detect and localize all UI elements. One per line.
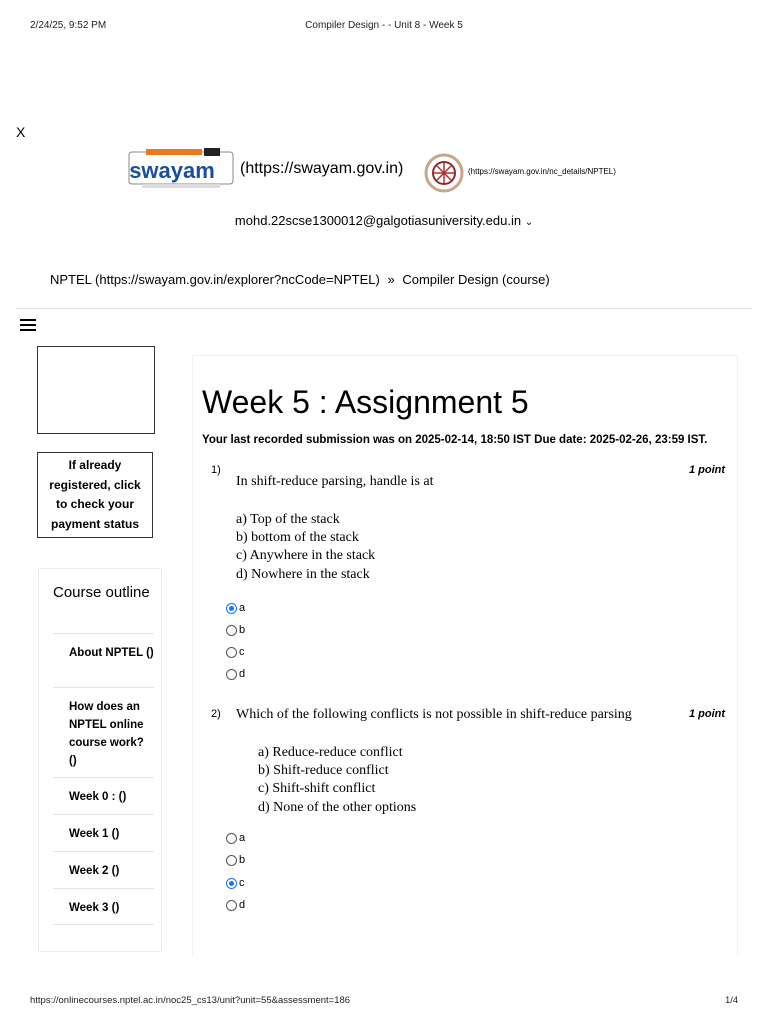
answer-option-a[interactable]: a (226, 601, 245, 615)
answer-option-b[interactable]: b (226, 853, 245, 867)
sidebar-image-placeholder (37, 346, 155, 434)
question-option-text: c) Anywhere in the stack (236, 548, 376, 563)
question-option-text: c) Shift-shift conflict (258, 781, 376, 796)
radio-icon[interactable] (226, 833, 237, 844)
radio-icon[interactable] (226, 625, 237, 636)
print-title: Compiler Design - - Unit 8 - Week 5 (305, 20, 463, 31)
print-date: 2/24/25, 9:52 PM (30, 20, 107, 31)
sidebar-item-week-2[interactable]: Week 2 () (53, 851, 154, 888)
submission-info: Your last recorded submission was on 2025-02-14, 18:50 IST Due date: 2025-02-26, 23:59 IST. (202, 434, 708, 446)
sidebar-item-week-1[interactable]: Week 1 () (53, 814, 154, 851)
breadcrumb-nptel-link[interactable]: NPTEL (https://swayam.gov.in/explorer?ncCode=NPTEL) (50, 272, 380, 287)
question-number: 1) (211, 464, 221, 476)
page-title: Week 5 : Assignment 5 (202, 384, 529, 420)
sidebar-item-week-0[interactable]: Week 0 : () (53, 777, 154, 814)
chevron-down-icon: ⌄ (524, 217, 534, 228)
swayam-link[interactable]: (https://swayam.gov.in) (240, 160, 404, 177)
breadcrumb (50, 272, 554, 287)
question-option-text: b) Shift-reduce conflict (258, 763, 389, 778)
question-option-text: d) Nowhere in the stack (236, 567, 370, 582)
question-points: 1 point (689, 708, 726, 720)
question-points: 1 point (689, 464, 726, 476)
radio-icon[interactable] (226, 647, 237, 658)
close-button[interactable]: X (16, 124, 26, 140)
radio-checked-icon[interactable] (226, 603, 237, 614)
user-email: mohd.22scse1300012@galgotiasuniversity.edu.in (234, 213, 522, 228)
swayam-logo[interactable] (128, 148, 236, 194)
header-divider (16, 308, 752, 309)
answer-option-c[interactable]: c (226, 645, 245, 659)
breadcrumb-separator: » (387, 272, 395, 287)
course-outline-title: Course outline (53, 584, 150, 601)
nptel-link[interactable]: (https://swayam.gov.in/nc_details/NPTEL) (468, 167, 616, 176)
radio-checked-icon[interactable] (226, 878, 237, 889)
question-option-text: a) Reduce-reduce conflict (258, 745, 403, 760)
answer-option-d[interactable]: d (226, 898, 245, 912)
print-url: https://onlinecourses.nptel.ac.in/noc25_cs13/unit?unit=55&assessment=186 (30, 995, 351, 1006)
question-text: Which of the following conflicts is not possible in shift-reduce parsing (236, 707, 632, 722)
question-number: 2) (211, 708, 221, 720)
payment-status-button[interactable]: If already registered, click to check your payment status (37, 452, 153, 538)
course-outline (38, 568, 162, 952)
page-number: 1/4 (725, 995, 739, 1006)
question-option-text: b) bottom of the stack (236, 530, 359, 545)
radio-icon[interactable] (226, 669, 237, 680)
hamburger-menu-icon[interactable] (20, 319, 36, 333)
breadcrumb-course[interactable]: Compiler Design (course) (402, 272, 550, 287)
question-option-text: a) Top of the stack (236, 512, 340, 527)
radio-icon[interactable] (226, 855, 237, 866)
nptel-logo[interactable] (424, 153, 464, 193)
question-text: In shift-reduce parsing, handle is at (236, 474, 434, 489)
answer-option-c[interactable]: c (226, 876, 245, 890)
sidebar-item-about-nptel[interactable]: About NPTEL () (53, 633, 154, 687)
answer-option-b[interactable]: b (226, 623, 245, 637)
answer-option-d[interactable]: d (226, 667, 245, 681)
user-menu[interactable] (0, 213, 768, 228)
svg-text:swayam: swayam (129, 158, 215, 183)
answer-option-a[interactable]: a (226, 831, 245, 845)
radio-icon[interactable] (226, 900, 237, 911)
sidebar-item-week-3[interactable]: Week 3 () (53, 888, 154, 925)
question-option-text: d) None of the other options (258, 800, 417, 815)
sidebar-item-how-course-works[interactable]: How does an NPTEL online course work? () (53, 687, 154, 777)
